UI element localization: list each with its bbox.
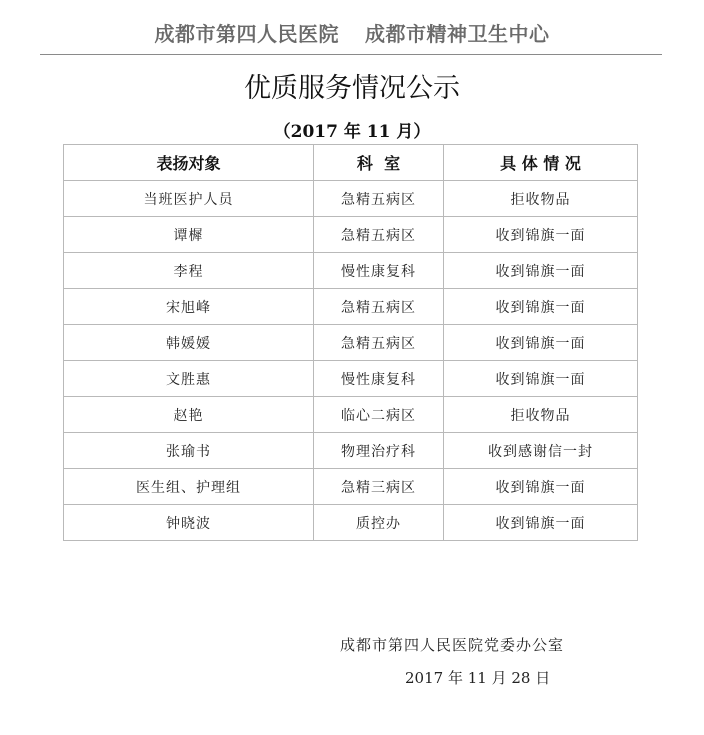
- cell-person: 宋旭峰: [64, 289, 314, 325]
- cell-details: 收到锦旗一面: [444, 217, 638, 253]
- table-row: [64, 325, 638, 361]
- cell-department: 慢性康复科: [314, 361, 444, 397]
- letterhead-divider: [40, 54, 662, 55]
- cell-department: 急精三病区: [314, 469, 444, 505]
- cell-department: 急精五病区: [314, 217, 444, 253]
- cell-person: 文胜惠: [64, 361, 314, 397]
- cell-details: 收到锦旗一面: [444, 361, 638, 397]
- cell-details: 收到锦旗一面: [444, 289, 638, 325]
- cell-department: 慢性康复科: [314, 253, 444, 289]
- table-row: [64, 181, 638, 217]
- cell-details: 收到锦旗一面: [444, 253, 638, 289]
- footer-issuing-office: 成都市第四人民医院党委办公室: [340, 636, 565, 654]
- header-details: 具 体 情 况: [444, 145, 638, 181]
- table-row: [64, 289, 638, 325]
- page-title: 优质服务情况公示: [244, 73, 460, 104]
- page-subtitle: （2017 年 11 月）: [273, 122, 431, 142]
- cell-person: 李程: [64, 253, 314, 289]
- cell-department: 急精五病区: [314, 181, 444, 217]
- cell-department: 急精五病区: [314, 289, 444, 325]
- cell-details: 拒收物品: [444, 397, 638, 433]
- cell-person: 医生组、护理组: [64, 469, 314, 505]
- cell-department: 物理治疗科: [314, 433, 444, 469]
- letterhead: [0, 18, 704, 47]
- table-row: [64, 469, 638, 505]
- cell-person: 钟晓波: [64, 505, 314, 541]
- cell-department: 质控办: [314, 505, 444, 541]
- table-row: [64, 217, 638, 253]
- cell-person: 谭樨: [64, 217, 314, 253]
- header-person: 表扬对象: [64, 145, 314, 181]
- header-department: 科 室: [314, 145, 444, 181]
- cell-details: 收到感谢信一封: [444, 433, 638, 469]
- table-row: [64, 433, 638, 469]
- table-header-row: [64, 145, 638, 181]
- table-row: [64, 253, 638, 289]
- table-row: [64, 397, 638, 433]
- cell-details: 拒收物品: [444, 181, 638, 217]
- letterhead-org-2: 成都市精神卫生中心: [365, 22, 550, 46]
- table-row: [64, 361, 638, 397]
- cell-person: 张瑜书: [64, 433, 314, 469]
- cell-details: 收到锦旗一面: [444, 325, 638, 361]
- table-row: [64, 505, 638, 541]
- commendation-table: [63, 144, 638, 541]
- cell-details: 收到锦旗一面: [444, 505, 638, 541]
- cell-person: 韩媛媛: [64, 325, 314, 361]
- letterhead-org-1: 成都市第四人民医院: [154, 22, 339, 46]
- cell-person: 赵艳: [64, 397, 314, 433]
- cell-person: 当班医护人员: [64, 181, 314, 217]
- footer-date: 2017 年 11 月 28 日: [405, 669, 551, 687]
- cell-department: 急精五病区: [314, 325, 444, 361]
- cell-details: 收到锦旗一面: [444, 469, 638, 505]
- cell-department: 临心二病区: [314, 397, 444, 433]
